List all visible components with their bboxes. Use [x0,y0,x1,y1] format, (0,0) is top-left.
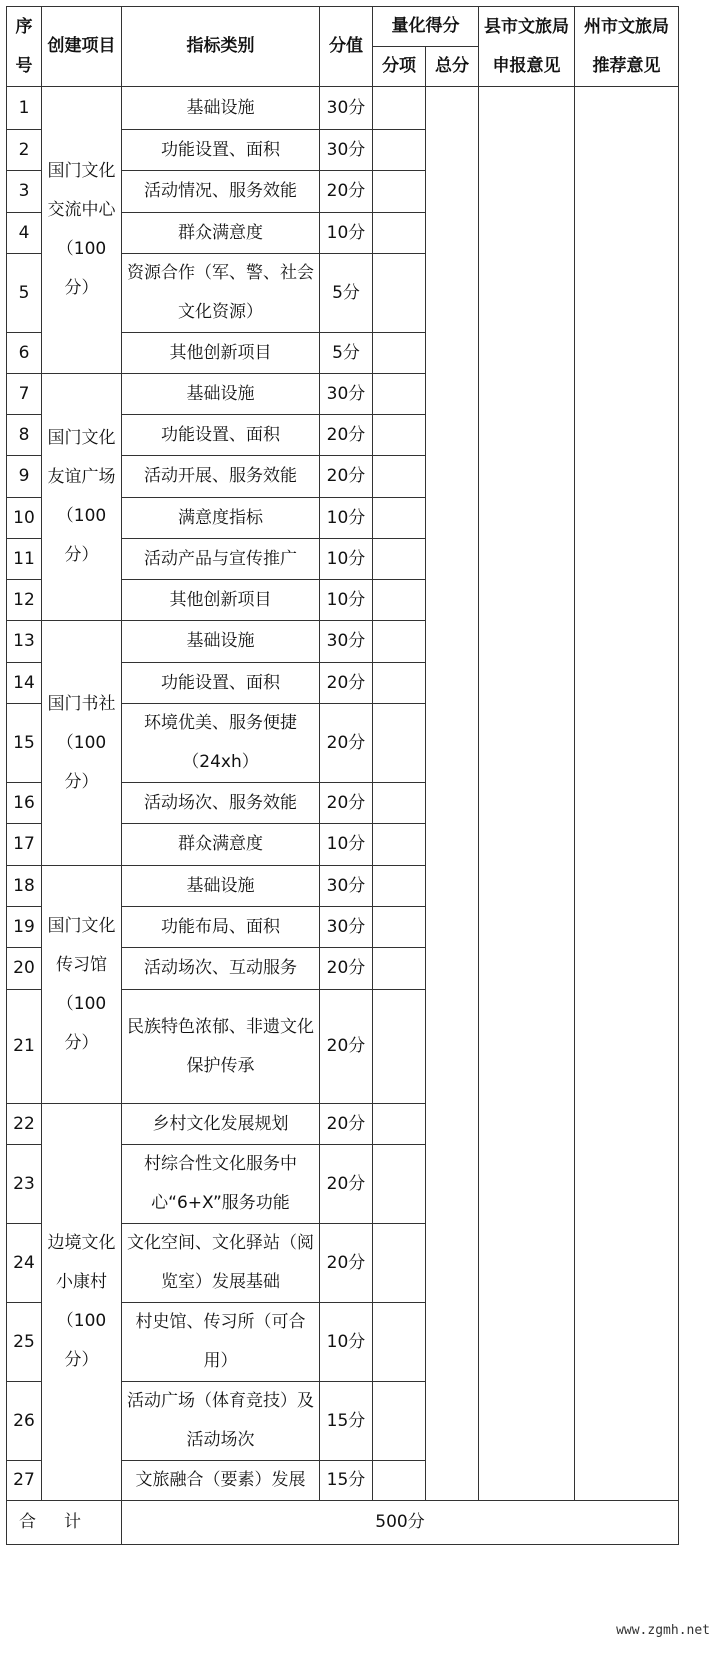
header-sub-score: 分项 [373,47,426,87]
indicator-category: 文旅融合（要素）发展 [122,1461,320,1501]
project-name: 国门文化传习馆 [47,915,116,975]
table-body [7,87,679,1501]
indicator-category: 乡村文化发展规划 [122,1104,320,1145]
score-value: 30分 [320,130,373,171]
prefecture-opinion-cell[interactable] [575,87,679,1501]
indicator-category: 功能设置、面积 [122,415,320,456]
score-value: 10分 [320,498,373,539]
sub-score-cell[interactable] [373,1145,426,1224]
project-name: 国门书社 [47,693,116,714]
score-value: 20分 [320,990,373,1104]
header-county-opinion: 县市文旅局申报意见 [479,7,575,87]
header-score-value: 分值 [320,7,373,87]
score-value: 10分 [320,580,373,621]
row-number: 7 [7,374,42,415]
row-number: 16 [7,783,42,824]
project-points: （100分） [56,993,107,1053]
project-points: （100分） [56,239,107,298]
sub-score-cell[interactable] [373,539,426,580]
sub-score-cell[interactable] [373,907,426,948]
indicator-category: 环境优美、服务便捷（24xh） [122,704,320,783]
score-value: 20分 [320,1145,373,1224]
row-number: 26 [7,1382,42,1461]
indicator-category: 文化空间、文化驿站（阅览室）发展基础 [122,1224,320,1303]
sub-score-cell[interactable] [373,704,426,783]
score-value: 20分 [320,456,373,498]
sub-score-cell[interactable] [373,87,426,130]
row-number: 14 [7,663,42,704]
sub-score-cell[interactable] [373,254,426,333]
header-seq: 序号 [7,7,42,87]
score-value: 20分 [320,171,373,213]
project-name-cell [42,87,122,374]
row-number: 23 [7,1145,42,1224]
project-name: 国门文化友谊广场 [47,428,116,487]
project-name-cell [42,866,122,1104]
score-value: 30分 [320,866,373,907]
score-value: 20分 [320,783,373,824]
sub-score-cell[interactable] [373,866,426,907]
sub-score-cell[interactable] [373,498,426,539]
indicator-category: 民族特色浓郁、非遗文化保护传承 [122,990,320,1104]
header-prefecture-opinion: 州市文旅局推荐意见 [575,7,679,87]
indicator-category: 群众满意度 [122,824,320,866]
row-number: 3 [7,171,42,213]
row-number: 12 [7,580,42,621]
indicator-category: 活动场次、服务效能 [122,783,320,824]
score-value: 20分 [320,663,373,704]
row-number: 8 [7,415,42,456]
total-value: 500分 [122,1501,679,1545]
sub-score-cell[interactable] [373,415,426,456]
score-value: 20分 [320,948,373,990]
header-category: 指标类别 [122,7,320,87]
row-number: 10 [7,498,42,539]
score-value: 30分 [320,87,373,130]
score-value: 20分 [320,1104,373,1145]
score-value: 5分 [320,333,373,374]
sub-score-cell[interactable] [373,1224,426,1303]
sub-score-cell[interactable] [373,663,426,704]
project-name-cell [42,1104,122,1501]
indicator-category: 活动产品与宣传推广 [122,539,320,580]
score-value: 20分 [320,704,373,783]
sub-score-cell[interactable] [373,456,426,498]
sub-score-cell[interactable] [373,990,426,1104]
row-number: 20 [7,948,42,990]
row-number: 24 [7,1224,42,1303]
project-points: （100分） [56,506,107,565]
project-name: 边境文化小康村 [47,1233,116,1292]
indicator-category: 基础设施 [122,374,320,415]
row-number: 9 [7,456,42,498]
indicator-category: 群众满意度 [122,213,320,254]
sub-score-cell[interactable] [373,1382,426,1461]
indicator-category: 村综合性文化服务中心“6+X”服务功能 [122,1145,320,1224]
sub-score-cell[interactable] [373,580,426,621]
project-points: （100分） [56,732,107,792]
project-name-cell [42,621,122,866]
score-value: 30分 [320,621,373,663]
indicator-category: 村史馆、传习所（可合用） [122,1303,320,1382]
sub-score-cell[interactable] [373,1104,426,1145]
row-number: 4 [7,213,42,254]
header-total-score: 总分 [426,47,479,87]
header-project: 创建项目 [42,7,122,87]
sub-score-cell[interactable] [373,374,426,415]
project-name-cell [42,374,122,621]
row-number: 17 [7,824,42,866]
project-name: 国门文化交流中心 [47,161,116,220]
sub-score-cell[interactable] [373,783,426,824]
sub-score-cell[interactable] [373,171,426,213]
row-number: 6 [7,333,42,374]
score-value: 20分 [320,415,373,456]
indicator-category: 资源合作（军、警、社会文化资源） [122,254,320,333]
indicator-category: 其他创新项目 [122,580,320,621]
row-number: 1 [7,87,42,130]
row-number: 22 [7,1104,42,1145]
indicator-category: 功能布局、面积 [122,907,320,948]
watermark: www.zgmh.net [616,1623,710,1638]
sub-score-cell[interactable] [373,1461,426,1501]
sub-score-cell[interactable] [373,333,426,374]
header-quant-score: 量化得分 [373,7,479,47]
score-value: 15分 [320,1382,373,1461]
indicator-category: 基础设施 [122,621,320,663]
score-value: 15分 [320,1461,373,1501]
row-number: 5 [7,254,42,333]
sub-score-cell[interactable] [373,948,426,990]
sub-score-cell[interactable] [373,621,426,663]
indicator-category: 功能设置、面积 [122,663,320,704]
indicator-category: 其他创新项目 [122,333,320,374]
sub-score-cell[interactable] [373,213,426,254]
total-label: 合计 [7,1501,122,1545]
row-number: 25 [7,1303,42,1382]
row-number: 2 [7,130,42,171]
indicator-category: 活动广场（体育竞技）及活动场次 [122,1382,320,1461]
row-number: 27 [7,1461,42,1501]
row-number: 13 [7,621,42,663]
indicator-category: 活动情况、服务效能 [122,171,320,213]
score-value: 10分 [320,213,373,254]
score-value: 30分 [320,374,373,415]
row-number: 21 [7,990,42,1104]
score-value: 10分 [320,1303,373,1382]
indicator-category: 满意度指标 [122,498,320,539]
sub-score-cell[interactable] [373,130,426,171]
project-points: （100分） [56,1311,107,1370]
score-value: 10分 [320,824,373,866]
score-value: 20分 [320,1224,373,1303]
county-opinion-cell[interactable] [479,87,575,1501]
sub-score-cell[interactable] [373,1303,426,1382]
score-value: 10分 [320,539,373,580]
sub-score-cell[interactable] [373,824,426,866]
indicator-category: 功能设置、面积 [122,130,320,171]
row-number: 11 [7,539,42,580]
row-number: 19 [7,907,42,948]
row-number: 15 [7,704,42,783]
indicator-category: 活动场次、互动服务 [122,948,320,990]
score-value: 30分 [320,907,373,948]
indicator-category: 活动开展、服务效能 [122,456,320,498]
indicator-category: 基础设施 [122,866,320,907]
score-value: 5分 [320,254,373,333]
total-score-cell[interactable] [426,87,479,1501]
table-row [7,87,679,130]
scoring-table [6,6,679,1545]
row-number: 18 [7,866,42,907]
indicator-category: 基础设施 [122,87,320,130]
